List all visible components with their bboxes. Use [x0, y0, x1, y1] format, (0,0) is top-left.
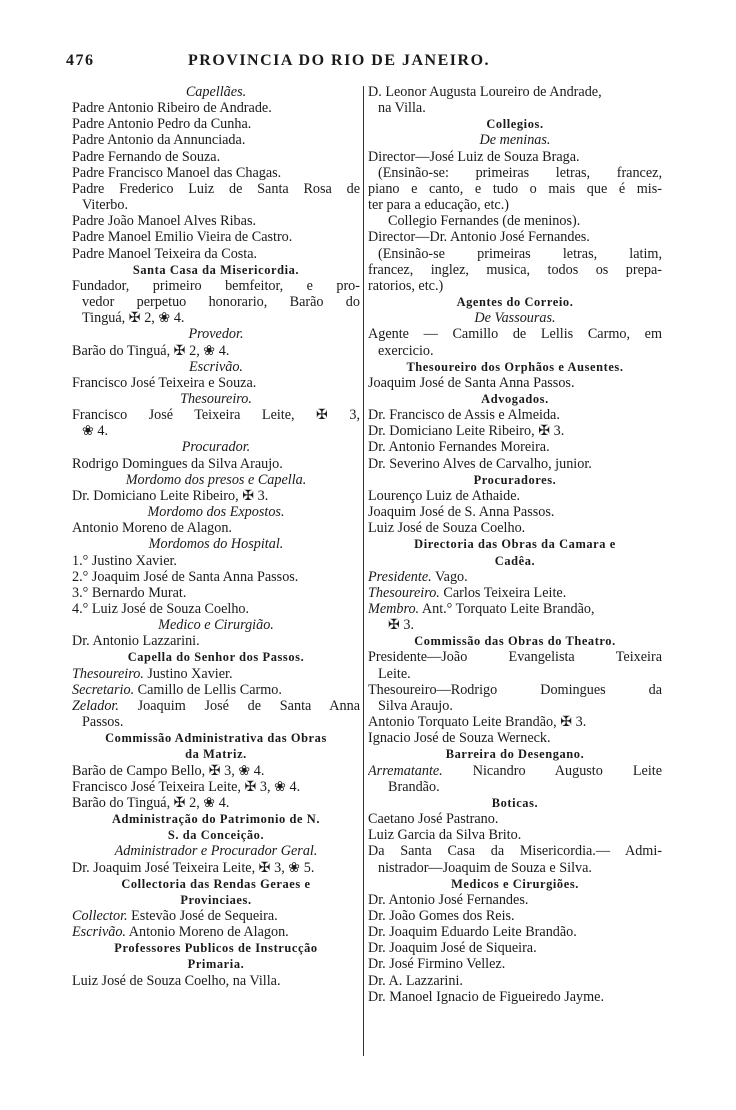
text-line: Administração do Patrimonio de N.: [111, 812, 321, 827]
role-value: Estevão José de Sequeira.: [127, 907, 278, 924]
right-column: [368, 84, 662, 1005]
text-line: 2.° Joaquim José de Santa Anna Passos.: [72, 568, 299, 585]
text-line: Luiz José de Souza Coelho, na Villa.: [72, 972, 281, 989]
text-line: Cadêa.: [494, 553, 536, 568]
text-line: Silva Araujo.: [378, 697, 453, 714]
text-line: Dr. Antonio Lazzarini.: [72, 633, 200, 650]
text-line: da Matriz.: [185, 747, 247, 762]
text-line: exercicio.: [378, 342, 434, 359]
role-label: Collector.: [72, 907, 128, 924]
role-label: Escrivão.: [72, 924, 126, 941]
text-line: [72, 908, 360, 924]
text-line: [72, 666, 360, 682]
page-number: 476: [66, 52, 95, 69]
text-line: Antonio Moreno de Alagon.: [72, 520, 232, 537]
text-line: Joaquim José de Santa Anna Passos.: [368, 374, 575, 391]
role-label: Zelador.: [72, 697, 119, 714]
text-line: Medico e Cirurgião.: [158, 617, 274, 634]
text-line: De Vassouras.: [474, 310, 556, 327]
text-line: Professores Publicos de Instrucção: [114, 941, 318, 956]
text-line: ✠ 3.: [388, 617, 415, 634]
text-line: [72, 682, 360, 698]
text-line: Padre Manoel Teixeira da Costa.: [72, 245, 258, 262]
text-line: [368, 569, 662, 585]
text-line: Caetano José Pastrano.: [368, 811, 499, 828]
text-line: Collectoria das Rendas Geraes e: [121, 876, 311, 891]
text-line: Agente — Camillo de Lellis Carmo, em: [368, 326, 662, 343]
text-line: Mordomos do Hospital.: [148, 536, 284, 553]
text-line: 1.° Justino Xavier.: [72, 552, 177, 569]
text-line: Dr. José Firmino Vellez.: [368, 956, 506, 973]
text-line: Leite.: [378, 665, 411, 682]
text-line: Dr. Severino Alves de Carvalho, junior.: [368, 455, 592, 472]
text-line: Boticas.: [491, 795, 539, 810]
page-title: PROVINCIA DO RIO DE JANEIRO.: [187, 52, 491, 69]
role-value: Nicandro Augusto Leite: [442, 762, 662, 779]
text-line: Procuradores.: [473, 472, 557, 487]
text-line: [72, 924, 360, 940]
text-line: Francisco José Teixeira e Souza.: [72, 374, 257, 391]
text-line: Dr. Joaquim José de Siqueira.: [368, 940, 537, 957]
text-line: Barão do Tinguá, ✠ 2, ❀ 4.: [72, 342, 230, 359]
text-line: Lourenço Luiz de Athaide.: [368, 487, 521, 504]
text-line: Fundador, primeiro bemfeitor, e pro-: [72, 277, 360, 294]
text-line: Padre Francisco Manoel das Chagas.: [72, 164, 282, 181]
text-line: Viterbo.: [82, 197, 129, 214]
text-line: [368, 585, 662, 601]
text-line: Barão do Tinguá, ✠ 2, ❀ 4.: [72, 794, 230, 811]
text-line: Director—Dr. Antonio José Fernandes.: [368, 229, 590, 246]
text-line: Mordomo dos presos e Capella.: [125, 471, 307, 488]
text-line: Dr. Manoel Ignacio de Figueiredo Jayme.: [368, 988, 604, 1005]
text-line: Tinguá, ✠ 2, ❀ 4.: [82, 310, 185, 327]
role-label: Membro.: [368, 601, 420, 617]
text-line: Directoria das Obras da Camara e: [414, 537, 616, 552]
text-line: Padre Antonio da Annunciada.: [72, 132, 246, 149]
text-line: Rodrigo Domingues da Silva Araujo.: [72, 455, 283, 472]
text-line: Dr. A. Lazzarini.: [368, 972, 463, 989]
role-value: Antonio Moreno de Alagon.: [125, 924, 289, 941]
text-line: Padre Manoel Emilio Vieira de Castro.: [72, 229, 293, 246]
text-line: Ignacio José de Souza Werneck.: [368, 730, 551, 747]
text-line: D. Leonor Augusta Loureiro de Andrade,: [368, 84, 602, 100]
text-line: Santa Casa da Misericordia.: [132, 262, 300, 277]
role-label: Thesoureiro.: [72, 665, 144, 682]
text-line: Padre Antonio Pedro da Cunha.: [72, 116, 252, 133]
text-line: [72, 698, 360, 714]
text-line: Francisco José Teixeira Leite, ✠ 3, ❀ 4.: [72, 778, 301, 795]
text-line: Advogados.: [481, 391, 549, 406]
text-line: S. da Conceição.: [167, 828, 265, 843]
text-line: Luiz José de Souza Coelho.: [368, 520, 526, 537]
text-line: Dr. Domiciano Leite Ribeiro, ✠ 3.: [72, 487, 269, 504]
text-line: De meninas.: [479, 132, 551, 149]
text-line: Agentes do Correio.: [456, 295, 574, 310]
text-line: [368, 763, 662, 779]
text-line: vedor perpetuo honorario, Barão do: [82, 294, 360, 311]
text-line: Mordomo dos Expostos.: [147, 504, 285, 521]
text-line: Thesoureiro—Rodrigo Domingues da: [368, 681, 662, 698]
text-line: Capellães.: [185, 84, 247, 100]
text-line: Provedor.: [188, 326, 244, 343]
text-line: [368, 601, 662, 617]
page-header: [66, 52, 556, 78]
text-line: Procurador.: [181, 439, 251, 456]
text-line: Director—José Luiz de Souza Braga.: [368, 148, 580, 165]
text-line: Padre Fernando de Souza.: [72, 148, 221, 165]
text-line: Dr. João Gomes dos Reis.: [368, 907, 515, 924]
text-line: Thesoureiro dos Orphãos e Ausentes.: [406, 359, 624, 374]
text-line: Capella do Senhor dos Passos.: [127, 650, 305, 665]
text-line: Commissão Administrativa das Obras: [105, 731, 327, 746]
role-label: Presidente.: [368, 568, 432, 585]
role-value: Justino Xavier.: [143, 665, 233, 682]
text-line: Collegios.: [486, 117, 544, 132]
text-line: (Ensinão-se primeiras letras, latim,: [378, 245, 662, 262]
text-line: Dr. Joaquim José Teixeira Leite, ✠ 3, ❀ 5.: [72, 859, 315, 876]
text-line: Escrivão.: [189, 358, 243, 375]
text-line: Padre João Manoel Alves Ribas.: [72, 213, 257, 230]
column-divider: [363, 86, 364, 1056]
text-line: nistrador—Joaquim de Souza e Silva.: [378, 859, 592, 876]
text-line: ❀ 4.: [82, 423, 109, 440]
text-line: Dr. Joaquim Eduardo Leite Brandão.: [368, 924, 577, 941]
role-value: Camillo de Lellis Carmo.: [134, 681, 282, 698]
text-line: Medicos e Cirurgiões.: [451, 876, 579, 891]
text-line: Thesoureiro.: [180, 390, 252, 407]
role-label: Secretario.: [72, 681, 135, 698]
role-value: Carlos Teixeira Leite.: [439, 584, 567, 601]
text-line: Joaquim José de S. Anna Passos.: [368, 504, 555, 521]
role-label: Thesoureiro.: [368, 584, 440, 601]
text-line: Administrador e Procurador Geral.: [114, 843, 318, 860]
text-line: Passos.: [82, 714, 124, 731]
text-line: Commissão das Obras do Theatro.: [414, 634, 616, 649]
text-line: Primaria.: [187, 957, 245, 972]
role-label: Arrematante.: [368, 762, 443, 779]
text-line: Dr. Antonio José Fernandes.: [368, 891, 529, 908]
text-line: Collegio Fernandes (de meninos).: [388, 213, 581, 230]
text-line: ratorios, etc.): [368, 277, 444, 294]
text-line: Luiz Garcia da Silva Brito.: [368, 827, 522, 844]
text-line: Provinciaes.: [180, 892, 252, 907]
text-line: na Villa.: [378, 100, 426, 117]
text-line: Antonio Torquato Leite Brandão, ✠ 3.: [368, 714, 587, 731]
text-line: Padre Antonio Ribeiro de Andrade.: [72, 100, 272, 117]
text-line: Dr. Domiciano Leite Ribeiro, ✠ 3.: [368, 423, 565, 440]
role-value: Vago.: [431, 568, 468, 585]
text-line: Brandão.: [388, 778, 440, 795]
text-line: ter para a educação, etc.): [368, 197, 509, 214]
text-line: Padre Frederico Luiz de Santa Rosa de: [72, 180, 360, 197]
text-line: Francisco José Teixeira Leite, ✠ 3,: [72, 407, 360, 424]
text-line: Barão de Campo Bello, ✠ 3, ❀ 4.: [72, 762, 265, 779]
text-line: Barreira do Desengano.: [445, 747, 585, 762]
role-value: Joaquim José de Santa Anna: [118, 697, 360, 714]
text-line: francez, inglez, musica, todos os prepa-: [368, 261, 662, 278]
text-line: Dr. Francisco de Assis e Almeida.: [368, 407, 560, 424]
text-line: Presidente—João Evangelista Teixeira: [368, 649, 662, 666]
text-line: 3.° Bernardo Murat.: [72, 584, 187, 601]
text-line: Da Santa Casa da Misericordia.— Admi-: [368, 843, 662, 860]
text-line: (Ensinão-se: primeiras letras, francez,: [378, 164, 662, 181]
left-column: [72, 84, 360, 989]
text-line: 4.° Luiz José de Souza Coelho.: [72, 601, 250, 617]
role-value: Ant.° Torquato Leite Brandão,: [419, 601, 595, 617]
text-line: Dr. Antonio Fernandes Moreira.: [368, 439, 550, 456]
text-line: piano e canto, e tudo o mais que é mis-: [368, 180, 662, 197]
